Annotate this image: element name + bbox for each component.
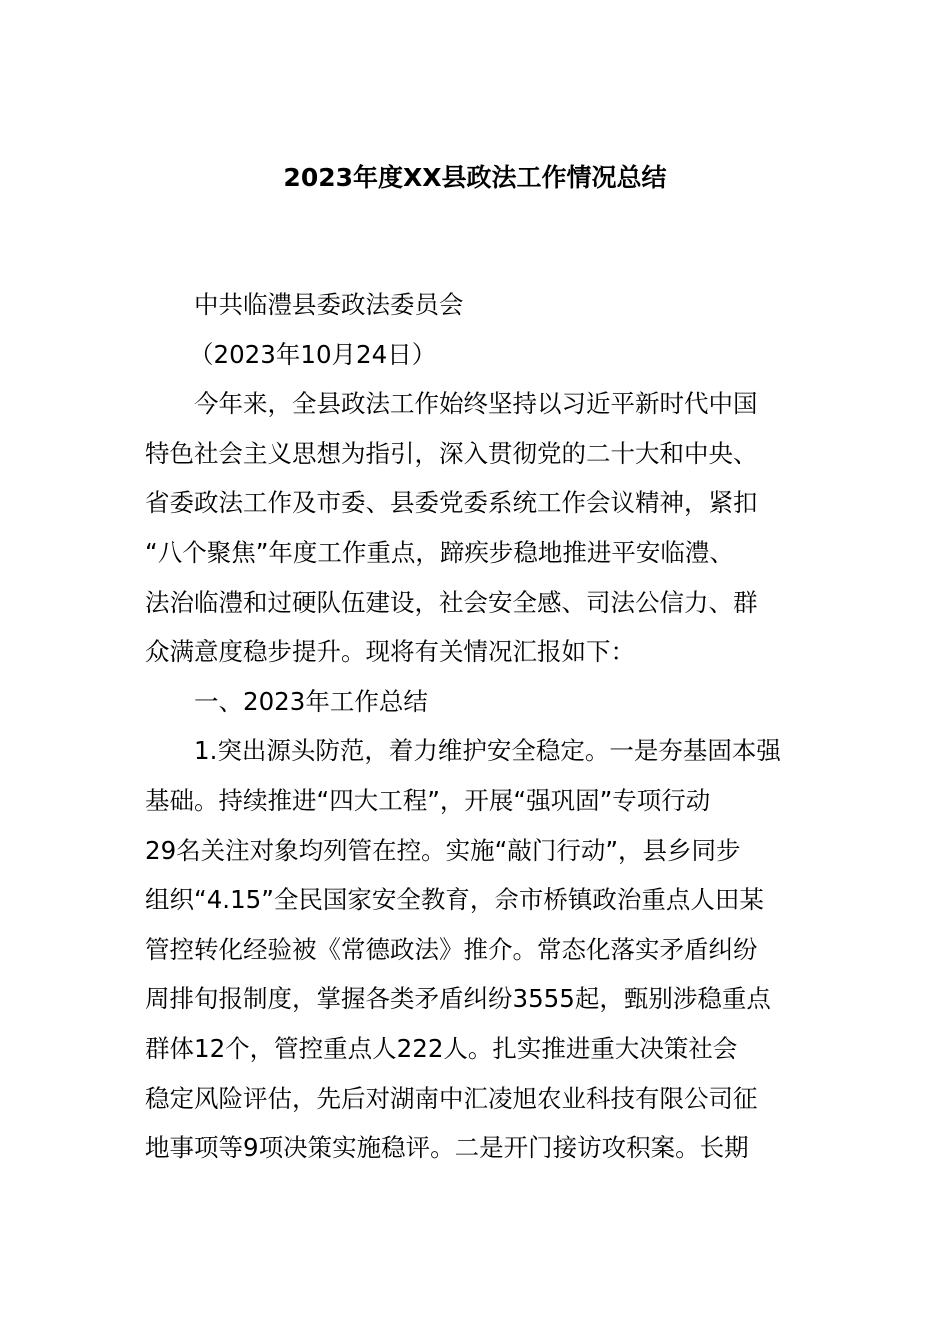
- paragraph-line: 管控转化经验被《常德政法》推介。常态化落实矛盾纠纷: [145, 934, 758, 964]
- date-line: （2023年10月24日）: [189, 339, 437, 369]
- paragraph-line: 地事项等9项决策实施稳评。二是开门接访攻积案。长期: [145, 1133, 749, 1163]
- paragraph-line: 稳定风险评估，先后对湖南中汇凌旭农业科技有限公司征: [145, 1083, 758, 1113]
- paragraph-line: 基础。持续推进“四大工程”，开展“强巩固”专项行动: [145, 785, 711, 815]
- paragraph-line: 群体12个，管控重点人222人。扎实推进重大决策社会: [145, 1033, 738, 1063]
- author-line: 中共临澧县委政法委员会: [194, 290, 464, 319]
- paragraph-line: 周排旬报制度，掌握各类矛盾纠纷3555起，甄别涉稳重点: [145, 984, 771, 1014]
- paragraph-line: 众满意度稳步提升。现将有关情况汇报如下：: [145, 637, 635, 667]
- paragraph-line: 29名关注对象均列管在控。实施“敲门行动”，县乡同步: [145, 835, 741, 865]
- document-body: [145, 280, 813, 1173]
- paragraph-line: 特色社会主义思想为指引，深入贯彻党的二十大和中央、: [145, 438, 758, 468]
- paragraph-line: 组织“4.15”全民国家安全教育，佘市桥镇政治重点人田某: [145, 885, 764, 915]
- document-title: 2023年度XX县政法工作情况总结: [283, 163, 667, 192]
- paragraph-line: 1.突出源头防范，着力维护安全稳定。一是夯基固本强: [194, 736, 781, 766]
- paragraph-line: 今年来，全县政法工作始终坚持以习近平新时代中国: [194, 389, 758, 419]
- paragraph-line: 法治临澧和过硬队伍建设，社会安全感、司法公信力、群: [145, 587, 758, 617]
- section-heading: 一、2023年工作总结: [194, 686, 428, 716]
- paragraph-line: 省委政法工作及市委、县委党委系统工作会议精神，紧扣: [145, 488, 758, 518]
- paragraph-line: “八个聚焦”年度工作重点，蹄疾步稳地推进平安临澧、: [145, 537, 734, 567]
